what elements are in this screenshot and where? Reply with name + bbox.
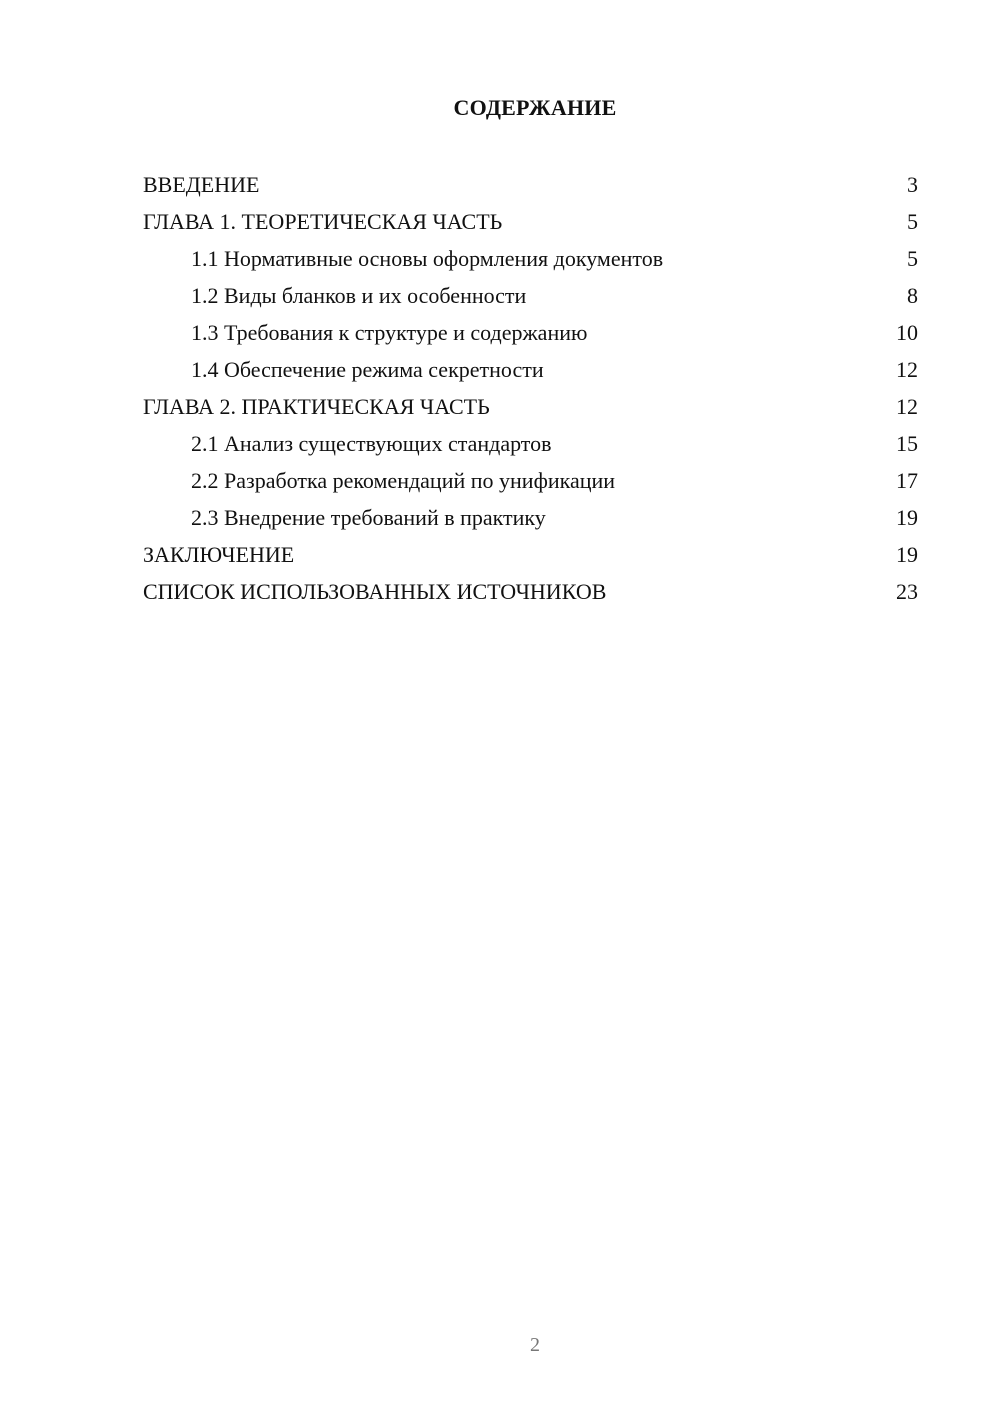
toc-entry-label: ЗАКЛЮЧЕНИЕ — [143, 542, 295, 567]
toc-entry-page: 12 — [896, 394, 918, 419]
toc-entry-label: 1.4 Обеспечение режима секретности — [191, 357, 544, 382]
toc-entry-label: 1.2 Виды бланков и их особенности — [191, 283, 527, 308]
toc-entry-page: 19 — [896, 542, 918, 567]
toc-entry-page: 23 — [896, 579, 918, 604]
table-of-contents — [143, 168, 918, 612]
toc-title: СОДЕРЖАНИЕ — [453, 95, 617, 120]
toc-entry-label: СПИСОК ИСПОЛЬЗОВАННЫХ ИСТОЧНИКОВ — [143, 579, 607, 604]
toc-subentry — [143, 316, 918, 353]
page-number: 2 — [530, 1334, 540, 1356]
toc-subentry — [143, 242, 918, 279]
toc-entry — [143, 575, 918, 612]
toc-subentry — [143, 353, 918, 390]
toc-entry — [143, 390, 918, 427]
toc-subentry — [143, 464, 918, 501]
toc-entry-label: ГЛАВА 1. ТЕОРЕТИЧЕСКАЯ ЧАСТЬ — [143, 209, 503, 234]
toc-entry-page: 5 — [907, 209, 918, 234]
toc-subentry — [143, 501, 918, 538]
toc-entry-label: 1.1 Нормативные основы оформления документов — [191, 246, 664, 271]
toc-entry — [143, 205, 918, 242]
toc-subentry — [143, 427, 918, 464]
toc-entry-label: 1.3 Требования к структуре и содержанию — [191, 320, 588, 345]
toc-entry-page: 5 — [907, 246, 918, 271]
toc-entry-label: ВВЕДЕНИЕ — [143, 172, 260, 197]
toc-entry — [143, 168, 918, 205]
toc-entry-page: 10 — [896, 320, 918, 345]
toc-entry-page: 15 — [896, 431, 918, 456]
toc-entry — [143, 538, 918, 575]
toc-entry-label: 2.3 Внедрение требований в практику — [191, 505, 546, 530]
toc-entry-page: 8 — [907, 283, 918, 308]
toc-entry-page: 12 — [896, 357, 918, 382]
toc-subentry — [143, 279, 918, 316]
toc-entry-label: 2.2 Разработка рекомендаций по унификации — [191, 468, 616, 493]
toc-entry-label: ГЛАВА 2. ПРАКТИЧЕСКАЯ ЧАСТЬ — [143, 394, 490, 419]
toc-entry-page: 3 — [907, 172, 918, 197]
toc-entry-label: 2.1 Анализ существующих стандартов — [191, 431, 552, 456]
toc-entry-page: 17 — [896, 468, 918, 493]
toc-entry-page: 19 — [896, 505, 918, 530]
